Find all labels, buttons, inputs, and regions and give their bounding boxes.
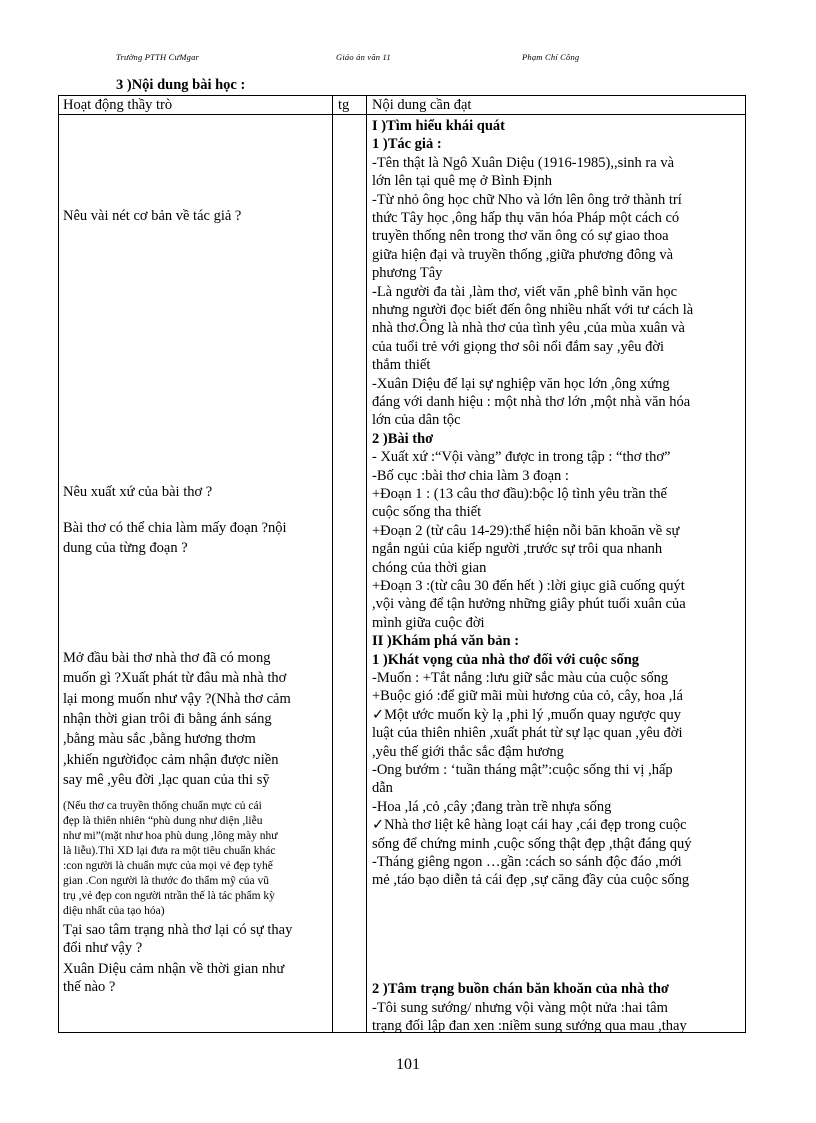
content-heading: 2 )Bài thơ <box>372 430 434 447</box>
content-line: mẻ ,táo bạo diễn tả cái đẹp ,sự căng đầy của cuộc sống <box>372 872 690 889</box>
header-author: Phạm Chí Công <box>522 52 580 62</box>
column-header-content: Nội dung cần đạt <box>372 97 472 113</box>
content-line: -Ong bướm : ‘tuần tháng mật”:cuộc sống thi vị ,hấp <box>372 762 673 778</box>
content-line: thắm thiết <box>372 357 431 374</box>
column-header-time: tg <box>338 97 350 113</box>
teacher-note-line: trụ ,vẻ đẹp con người ntrần thế là tác phẩm kỳ <box>63 890 275 902</box>
content-line: ✓Nhà thơ liệt kê hàng loạt cái hay ,cái đẹp trong cuộc <box>372 817 687 834</box>
question-desire-line: nhận thời gian trôi đi bằng ánh sáng <box>63 710 272 727</box>
teacher-note-line: diệu nhất của tạo hóa) <box>63 905 165 917</box>
content-line: truyền thống nên trong thơ văn ông có sự giao thoa <box>372 228 669 245</box>
page-number: 101 <box>396 1056 420 1073</box>
question-desire-line: ,khiến ngườiđọc cảm nhận được niền <box>63 751 279 768</box>
section-title: 3 )Nội dung bài học : <box>116 77 246 93</box>
content-heading: II )Khám phá văn bản : <box>372 633 520 650</box>
content-heading: 2 )Tâm trạng buồn chán băn khoăn của nhà thơ <box>372 981 669 997</box>
content-line: ✓Một ước muốn kỳ lạ ,phi lý ,muốn quay ngược quy <box>372 706 682 723</box>
content-line: sống để chứng minh ,cuộc sống thật đẹp ,thật đáng quý <box>372 835 692 852</box>
lesson-table <box>58 95 746 1033</box>
teacher-note-line: (Nếu thơ ca truyền thống chuẩn mực củ cái <box>63 800 262 812</box>
header-school: Trường PTTH CưMgar <box>116 52 200 62</box>
content-line: -Từ nhỏ ông học chữ Nho và lớn lên ông trở thành trí <box>372 191 682 208</box>
question-structure-line1: Bài thơ có thể chia làm mấy đoạn ?nội <box>63 520 287 536</box>
content-line: ,vội vàng để tận hưởng những giây phút tuổi xuân của <box>372 596 686 613</box>
content-line: -Bố cục :bài thơ chia làm 3 đoạn : <box>372 467 569 484</box>
question-origin: Nêu xuất xứ của bài thơ ? <box>63 484 213 500</box>
content-line: lớn lên tại quê mẹ ở Bình Định <box>372 173 553 190</box>
content-heading: 1 )Khát vọng của nhà thơ đối với cuộc sống <box>372 651 640 668</box>
content-heading: 1 )Tác giả : <box>372 136 442 153</box>
content-line: đáng với danh hiệu : một nhà thơ lớn ,một nhà văn hóa <box>372 394 691 410</box>
content-line: -Là người đa tài ,làm thơ, viết văn ,phê bình văn học <box>372 283 678 300</box>
content-line: mình giữa cuộc đời <box>372 614 485 631</box>
content-line: -Tôi sung sướng/ nhưng vội vàng một nửa :hai tâm <box>372 1000 668 1016</box>
content-line: +Đoạn 1 : (13 câu thơ đầu):bộc lộ tình yêu trần thế <box>372 486 667 502</box>
content-line: dẫn <box>372 780 393 797</box>
question-desire-line: ,bằng màu sắc ,bằng hương thơm <box>63 731 256 748</box>
teacher-note-line: gian .Con người là thước đo thẩm mỹ của vũ <box>63 875 270 887</box>
content-line: -Tháng giêng ngon …gần :cách so sánh độc đáo ,mới <box>372 854 682 870</box>
content-line: cuộc sống tha thiết <box>372 504 482 521</box>
question-mood-line1: Tại sao tâm trạng nhà thơ lại có sự thay <box>63 922 293 938</box>
column-divider <box>366 96 367 1032</box>
content-line: lớn của dân tộc <box>372 412 461 429</box>
teacher-note-line: như mi”(mặt như hoa phù dung ,lông mày như <box>63 830 278 842</box>
teacher-note-line: :con người là chuẩn mực của mọi vẻ đẹp tyhế <box>63 860 273 872</box>
content-line: -Hoa ,lá ,cỏ ,cây ;đang tràn trề nhựa sống <box>372 798 612 815</box>
question-desire-line: Mở đầu bài thơ nhà thơ đã có mong <box>63 650 271 666</box>
column-header-activities: Hoạt động thầy trò <box>63 97 173 113</box>
column-divider <box>332 96 333 1032</box>
content-line: phương Tây <box>372 265 443 282</box>
content-line: - Xuất xứ :“Vội vàng” được in trong tập : “thơ thơ” <box>372 449 671 466</box>
content-line: -Xuân Diệu để lại sự nghiệp văn học lớn ,ông xứng <box>372 375 670 392</box>
question-author: Nêu vài nét cơ bản về tác giả ? <box>63 208 242 224</box>
question-time-line2: thế nào ? <box>63 979 116 995</box>
content-line: của tuổi trẻ với giọng thơ sôi nổi đắm say ,yêu đời <box>372 338 665 355</box>
question-desire-line: muốn gì ?Xuất phát từ đâu mà nhà thơ <box>63 670 287 687</box>
question-mood-line2: đổi như vậy ? <box>63 940 143 956</box>
question-desire-line: lại mong muốn như vậy ?(Nhà thơ cảm <box>63 690 291 707</box>
content-line: -Tên thật là Ngô Xuân Diệu (1916-1985),,sinh ra và <box>372 154 675 171</box>
header-document: Giáo án văn 11 <box>336 52 391 62</box>
content-line: nhưng người đọc biết đến ông nhiều nhất với tư cách là <box>372 302 694 318</box>
content-line: +Đoạn 2 (từ câu 14-29):thể hiện nỗi băn khoăn về sự <box>372 522 680 539</box>
content-line: -Muốn : +Tắt nắng :lưu giữ sắc màu của cuộc sống <box>372 670 669 686</box>
header-row-divider <box>59 114 745 115</box>
content-line: +Đoạn 3 :(từ câu 30 đến hết ) :lời giục giã cuống quýt <box>372 578 685 594</box>
content-line: +Buộc gió :để giữ mãi mùi hương của cỏ, cây, hoa ,lá <box>372 688 683 705</box>
content-line: ,yêu thế giới thắc sắc đậm hương <box>372 743 564 760</box>
content-line: thức Tây học ,ông hấp thụ văn hóa Pháp một cách có <box>372 210 680 226</box>
question-desire-line: say mê ,yêu đời ,lạc quan của thi sỹ <box>63 771 270 788</box>
content-line: chóng của thời gian <box>372 559 487 576</box>
question-time-line1: Xuân Diệu cảm nhận về thời gian như <box>63 961 285 977</box>
content-line: trạng đối lập đan xen :niềm sung sướng qua mau ,thay <box>372 1018 687 1034</box>
content-line: nhà thơ.Ông là nhà thơ của tình yêu ,của mùa xuân và <box>372 320 685 337</box>
content-line: giữa hiện đại và truyền thống ,giữa phương đông và <box>372 246 674 263</box>
content-heading: I )Tìm hiểu khái quát <box>372 118 505 134</box>
question-structure-line2: dung của từng đoạn ? <box>63 540 188 556</box>
content-line: luật của thiên nhiên ,xuất phát từ sự lạc quan ,yêu đời <box>372 725 683 742</box>
teacher-note-line: là liễu).Thì XD lại đưa ra một tiêu chuẩn khác <box>63 845 276 857</box>
content-line: ngắn ngủi của kiếp người ,trước sự trôi qua nhanh <box>372 541 663 558</box>
teacher-note-line: đẹp là thiên nhiên “phù dung như diện ,liễu <box>63 815 263 827</box>
